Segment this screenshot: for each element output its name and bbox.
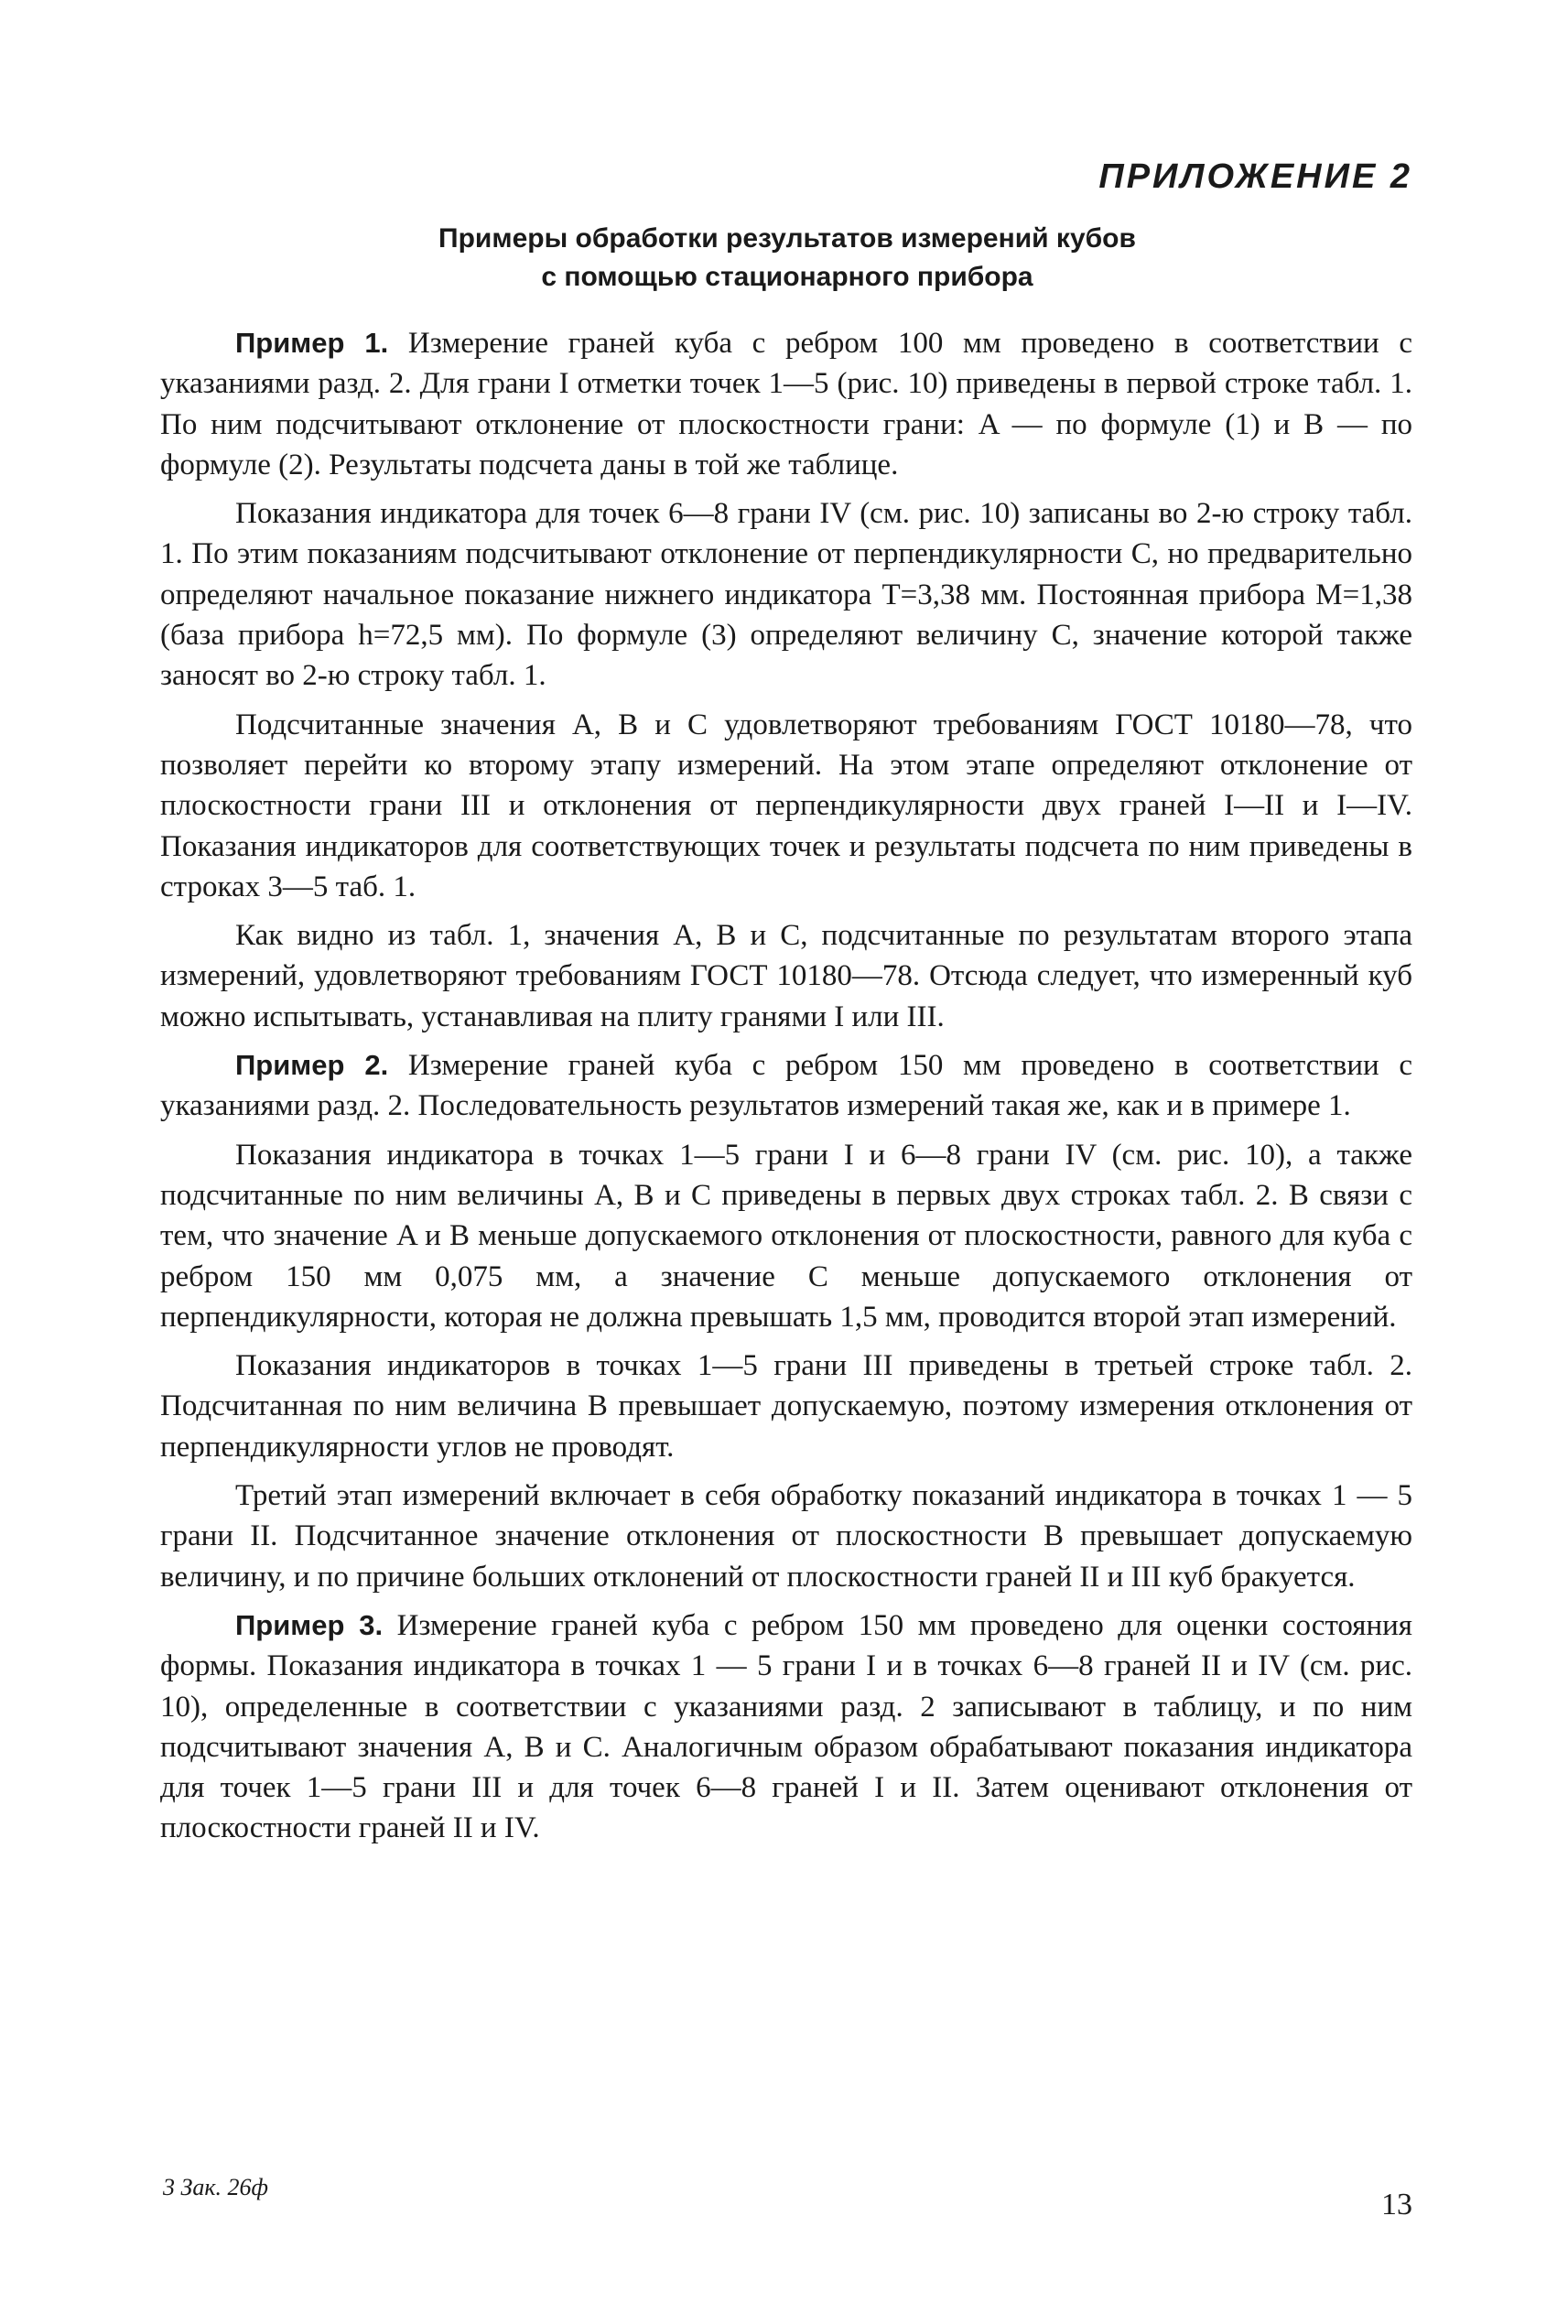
paragraph-example-1 — [160, 323, 1412, 485]
paragraph-example-3 — [160, 1605, 1412, 1849]
paragraph-second-stage — [160, 705, 1412, 907]
paragraph-text: Измерение граней куба с ребром 150 мм проведено в соответствии с указаниями разд. 2. Последовательность результатов измерений такая же, как и в примере 1. — [160, 1049, 1412, 1123]
page-title — [183, 220, 1391, 297]
paragraph-example-2-third-stage — [160, 1475, 1412, 1597]
paragraph-text: Подсчитанные значения A, B и C удовлетворяют требованиям ГОСТ 10180—78, что позволяет перейти ко второму этапу измерений. На этом этапе определяют отклонение от плоскостности грани III и отклонения от перпендикулярности двух граней I—II и I—IV. Показания индикаторов для соответствующих точек и результаты подсчета по ним приведены в строках 3—5 таб. 1. — [160, 708, 1412, 903]
paragraph-example-2 — [160, 1045, 1412, 1127]
paragraph-text: Измерение граней куба с ребром 150 мм проведено для оценки состояния формы. Показания индикатора в точках 1 — 5 грани I и в точках 6—8 граней II и IV (см. рис. 10), определенные в соответствии с указаниями разд. 2 записывают в таблицу, и по ним подсчитывают значения A, B и C. Аналогичным образом обрабатывают показания индикатора для точек 1—5 грани III и для точек 6—8 граней I и II. Затем оценивают отклонения от плоскостности граней II и IV. — [160, 1608, 1412, 1845]
paragraph-text: Измерение граней куба с ребром 100 мм проведено в соответствии с указаниями разд. 2. Для грани I отметки точек 1—5 (рис. 10) приведены в первой строке табл. 1. По ним подсчитывают отклонение от плоскостности грани: A — по формуле (1) и B — по формуле (2). Результаты подсчета даны в той же таблице. — [160, 327, 1412, 481]
title-line-2: с помощью стационарного прибора — [541, 262, 1033, 292]
body-text — [160, 323, 1412, 1849]
example-2-lead: Пример 2. — [235, 1049, 389, 1082]
paragraph-text: Показания индикатора в точках 1—5 грани I и 6—8 грани IV (см. рис. 10), а также подсчитанные по ним величины A, B и C приведены в первых двух строках табл. 2. В связи с тем, что значение A и B меньше допускаемого отклонения от плоскостности, равного для куба с ребром 150 мм 0,075 мм, а значение C меньше допускаемого отклонения от перпендикулярности, которая не должна превышать 1,5 мм, проводится второй этап измерений. — [160, 1138, 1412, 1334]
paragraph-text: Как видно из табл. 1, значения A, B и C, подсчитанные по результатам второго этапа измерений, удовлетворяют требованиям ГОСТ 10180—78. Отсюда следует, что измеренный куб можно испытывать, устанавливая на плиту гранями I или III. — [160, 919, 1412, 1033]
paragraph-indicator-readings — [160, 493, 1412, 696]
order-note: 3 Зак. 26ф — [163, 2174, 268, 2200]
paragraph-example-2-readings — [160, 1135, 1412, 1337]
paragraph-conclusion — [160, 915, 1412, 1037]
paragraph-text: Третий этап измерений включает в себя обработку показаний индикатора в точках 1 — 5 грани II. Подсчитанное значение отклонения от плоскостности B превышает допускаемую величину, и по причине больших отклонений от плоскостности граней II и III куб бракуется. — [160, 1479, 1412, 1594]
appendix-label: ПРИЛОЖЕНИЕ 2 — [1098, 157, 1412, 196]
page-number: 13 — [1381, 2188, 1412, 2221]
title-line-1: Примеры обработки результатов измерений кубов — [438, 223, 1136, 254]
example-3-lead: Пример 3. — [235, 1608, 384, 1641]
paragraph-example-2-face-3 — [160, 1346, 1412, 1467]
paragraph-text: Показания индикатора для точек 6—8 грани IV (см. рис. 10) записаны во 2-ю строку табл. 1. По этим показаниям подсчитывают отклонение от перпендикулярности C, но предварительно определяют начальное показание нижнего индикатора T=3,38 мм. Постоянная прибора M=1,38 (база прибора h=72,5 мм). По формуле (3) определяют величину C, значение которой также заносят во 2-ю строку табл. 1. — [160, 497, 1412, 693]
example-1-lead: Пример 1. — [235, 327, 389, 359]
paragraph-text: Показания индикаторов в точках 1—5 грани III приведены в третьей строке табл. 2. Подсчитанная по ним величина B превышает допускаемую, поэтому измерения отклонения от перпендикулярности углов не проводят. — [160, 1349, 1412, 1464]
